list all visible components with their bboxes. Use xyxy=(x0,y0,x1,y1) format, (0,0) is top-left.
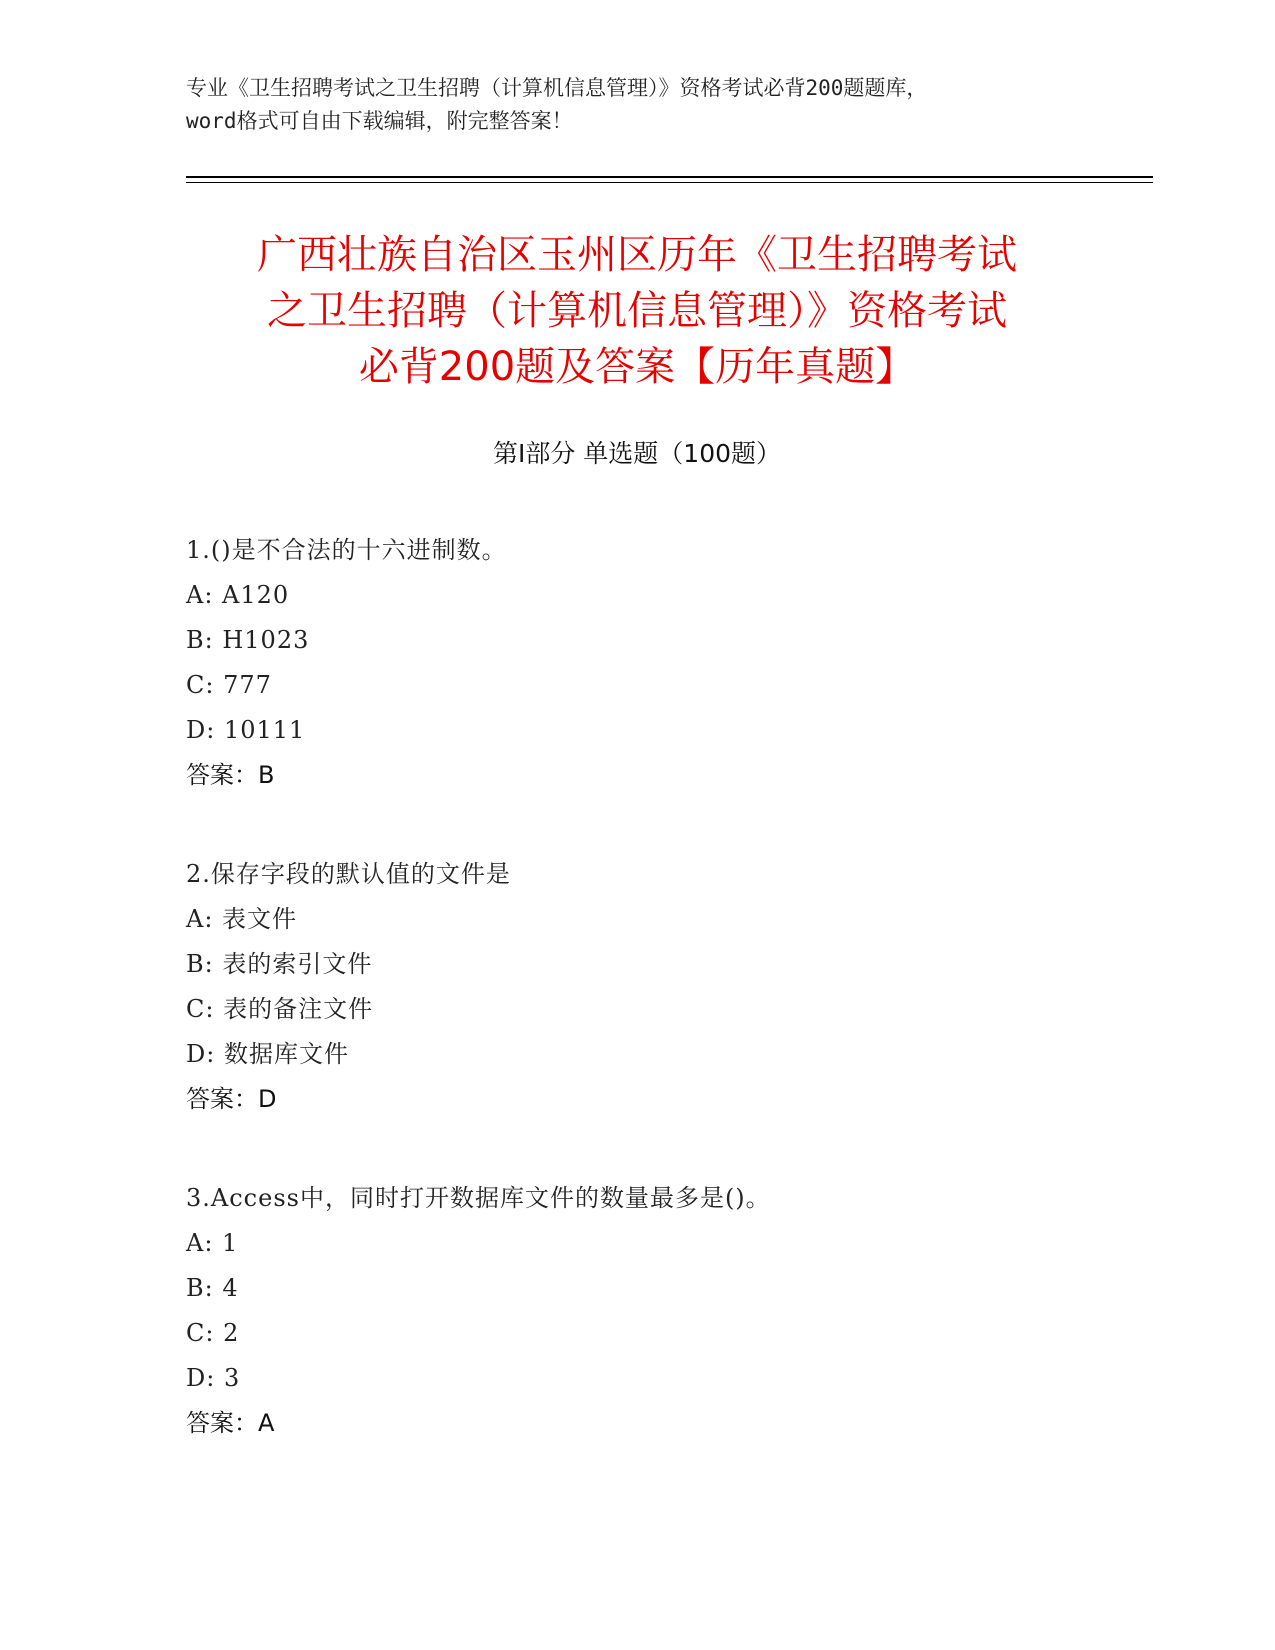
option-d: D: 10111 xyxy=(186,716,306,744)
section-heading: 第I部分 单选题（100题） xyxy=(492,439,782,468)
answer: 答案：B xyxy=(186,761,275,789)
option-c: C: 表的备注文件 xyxy=(186,995,374,1023)
option-c: C: 2 xyxy=(186,1319,240,1347)
option-b: B: 4 xyxy=(186,1274,239,1302)
question-1 xyxy=(186,528,1086,798)
document-title-line-3: 必背200题及答案【历年真题】 xyxy=(358,344,916,390)
header-rule-thick xyxy=(186,176,1153,178)
document-title xyxy=(186,227,1088,395)
header-note-line-1: 专业《卫生招聘考试之卫生招聘（计算机信息管理）》资格考试必背200题题库， xyxy=(186,76,928,100)
header-rule-thin xyxy=(186,182,1153,183)
document-title-line-2: 之卫生招聘（计算机信息管理）》资格考试 xyxy=(267,288,1007,334)
option-a: A: 表文件 xyxy=(186,905,298,933)
option-a: A: 1 xyxy=(186,1229,239,1257)
answer: 答案：D xyxy=(186,1085,277,1113)
document-title-line-1: 广西壮族自治区玉州区历年《卫生招聘考试 xyxy=(257,232,1017,278)
option-a: A: A120 xyxy=(186,581,290,609)
option-b: B: 表的索引文件 xyxy=(186,950,373,978)
option-b: B: H1023 xyxy=(186,626,310,654)
question-stem: 3.Access中，同时打开数据库文件的数量最多是()。 xyxy=(186,1184,771,1212)
option-d: D: 数据库文件 xyxy=(186,1040,349,1068)
question-stem: 1.()是不合法的十六进制数。 xyxy=(186,536,507,564)
option-d: D: 3 xyxy=(186,1364,241,1392)
question-stem: 2.保存字段的默认值的文件是 xyxy=(186,860,511,888)
header-note xyxy=(186,72,1086,138)
question-3 xyxy=(186,1176,1086,1446)
question-list xyxy=(186,528,1086,1500)
header-note-line-2: word格式可自由下载编辑，附完整答案！ xyxy=(186,109,573,133)
answer: 答案：A xyxy=(186,1409,275,1437)
question-2 xyxy=(186,852,1086,1122)
option-c: C: 777 xyxy=(186,671,272,699)
